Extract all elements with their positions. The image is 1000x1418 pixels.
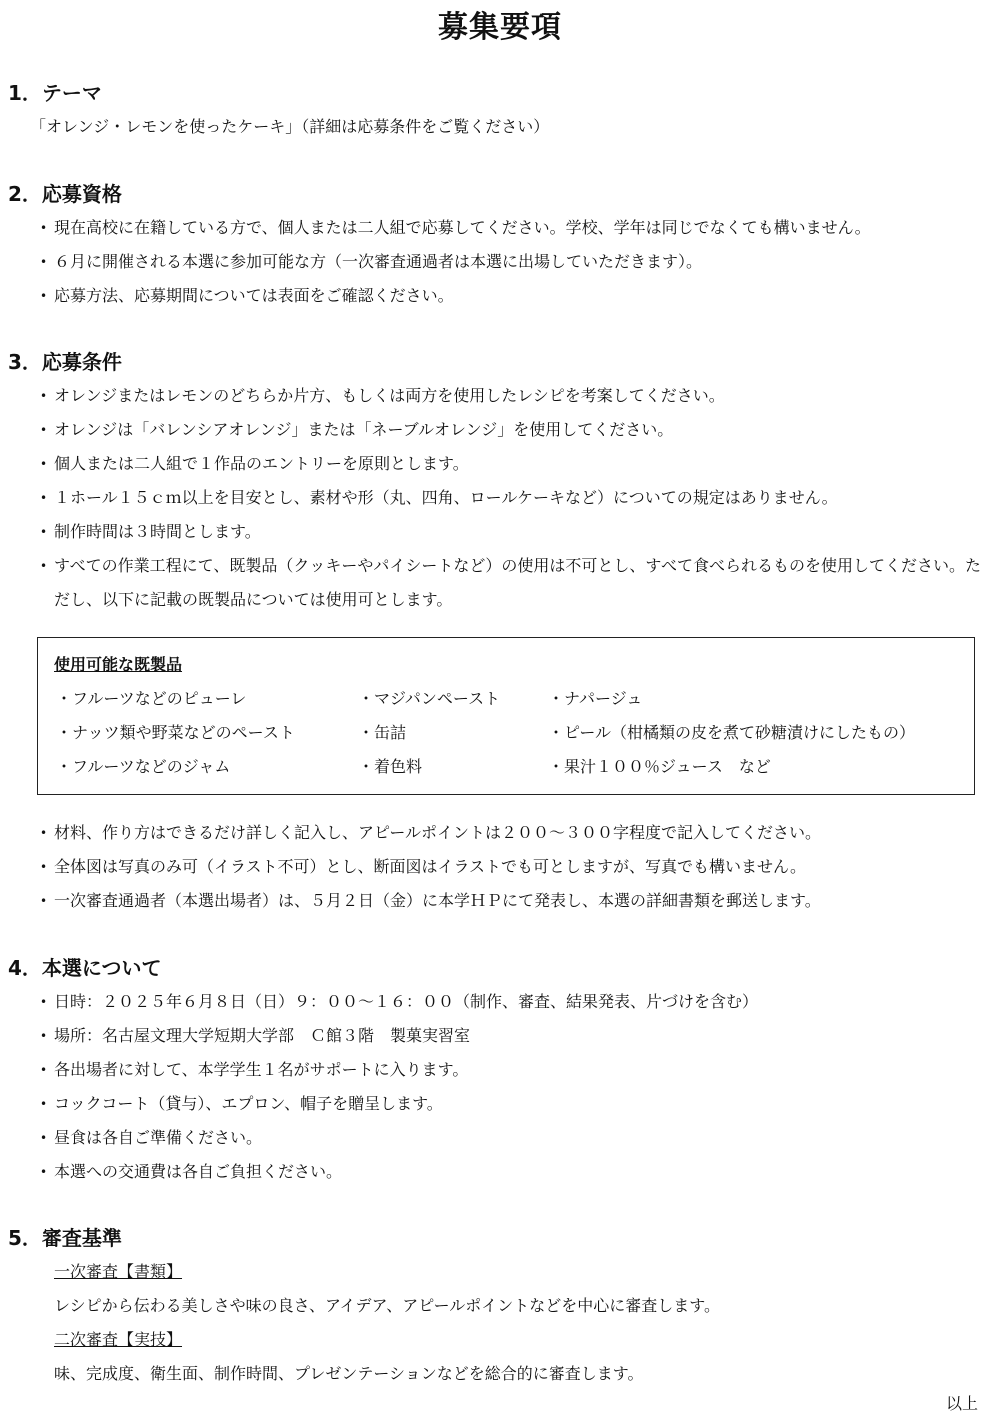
closing-mark: 以上	[945, 1394, 978, 1413]
box-cell: ・ピール（柑橘類の皮を煮て砂糖漬けにしたもの）	[548, 723, 916, 742]
list-item: • すべての作業工程にて、既製品（クッキーやパイシートなど）の使用は不可とし、すべて食べられるものを使用してください。ただし、以下に記載の既製品については使用可とします。	[0, 549, 1000, 617]
box-cell: ・ナパージュ	[548, 689, 643, 708]
list-item: • 各出場者に対して、本学学生１名がサポートに入ります。	[0, 1053, 1000, 1087]
section-judging	[0, 1221, 1000, 1391]
box-title: 使用可能な既製品	[54, 655, 183, 674]
page-title: 募集要項	[438, 10, 562, 45]
list-item: • 昼食は各自ご準備ください。	[0, 1121, 1000, 1155]
box-cell: ・フルーツなどのジャム	[56, 757, 231, 776]
list-item: • 本選への交通費は各自ご負担ください。	[0, 1155, 1000, 1189]
section-theme	[0, 76, 1000, 144]
list-item: • オレンジは「バレンシアオレンジ」または「ネーブルオレンジ」を使用してください。	[0, 413, 1000, 447]
section-heading: 1．テーマ	[8, 81, 102, 105]
first-review-label: 一次審査【書類】	[54, 1262, 183, 1281]
second-review-label: 二次審査【実技】	[54, 1330, 183, 1349]
list-item: • 応募方法、応募期間については表面をご確認ください。	[0, 279, 1000, 313]
section-eligibility	[0, 177, 1000, 313]
list-item: • １ホール１５ｃｍ以上を目安とし、素材や形（丸、四角、ロールケーキなど）についての規定はありません。	[0, 481, 1000, 515]
section-conditions-continued	[0, 816, 1000, 918]
list-item: • オレンジまたはレモンのどちらか片方、もしくは両方を使用したレシピを考案してください。	[0, 379, 1000, 413]
list-item: • 一次審査通過者（本選出場者）は、５月２日（金）に本学ＨＰにて発表し、本選の詳細書類を郵送します。	[0, 884, 1000, 918]
section-heading: 2．応募資格	[8, 182, 122, 206]
second-review-text: 味、完成度、衛生面、制作時間、プレゼンテーションなどを総合的に審査します。	[54, 1364, 644, 1383]
box-cell: ・果汁１００％ジュース など	[548, 757, 771, 776]
section-heading: 3．応募条件	[8, 350, 122, 374]
section-finals	[0, 951, 1000, 1189]
first-review-text: レシピから伝わる美しさや味の良さ、アイデア、アピールポイントなどを中心に審査します。	[54, 1296, 721, 1315]
box-cell: ・着色料	[358, 757, 423, 776]
list-item: • 現在高校に在籍している方で、個人または二人組で応募してください。学校、学年は同じでなくても構いません。	[0, 211, 1000, 245]
allowed-products-box	[37, 637, 975, 795]
box-cell: ・フルーツなどのピューレ	[56, 689, 247, 708]
section-conditions	[0, 345, 1000, 617]
list-item: • ６月に開催される本選に参加可能な方（一次審査通過者は本選に出場していただきます）。	[0, 245, 1000, 279]
section-heading: 5．審査基準	[8, 1226, 122, 1250]
section-heading: 4．本選について	[8, 956, 162, 980]
list-item: • 制作時間は３時間とします。	[0, 515, 1000, 549]
list-item: • 全体図は写真のみ可（イラスト不可）とし、断面図はイラストでも可としますが、写真でも構いません。	[0, 850, 1000, 884]
box-cell: ・缶詰	[358, 723, 407, 742]
theme-text: 「オレンジ・レモンを使ったケーキ」（詳細は応募条件をご覧ください）	[30, 117, 550, 136]
box-cell: ・ナッツ類や野菜などのペースト	[56, 723, 295, 742]
list-item: • 材料、作り方はできるだけ詳しく記入し、アピールポイントは２００～３００字程度で記入してください。	[0, 816, 1000, 850]
list-item: • 個人または二人組で１作品のエントリーを原則とします。	[0, 447, 1000, 481]
box-cell: ・マジパンペースト	[358, 689, 501, 708]
list-item: • 場所：名古屋文理大学短期大学部 Ｃ館３階 製菓実習室	[0, 1019, 1000, 1053]
list-item: • コックコート（貸与）、エプロン、帽子を贈呈します。	[0, 1087, 1000, 1121]
list-item: • 日時：２０２５年６月８日（日）９：００～１６：００（制作、審査、結果発表、片づけを含む）	[0, 985, 1000, 1019]
